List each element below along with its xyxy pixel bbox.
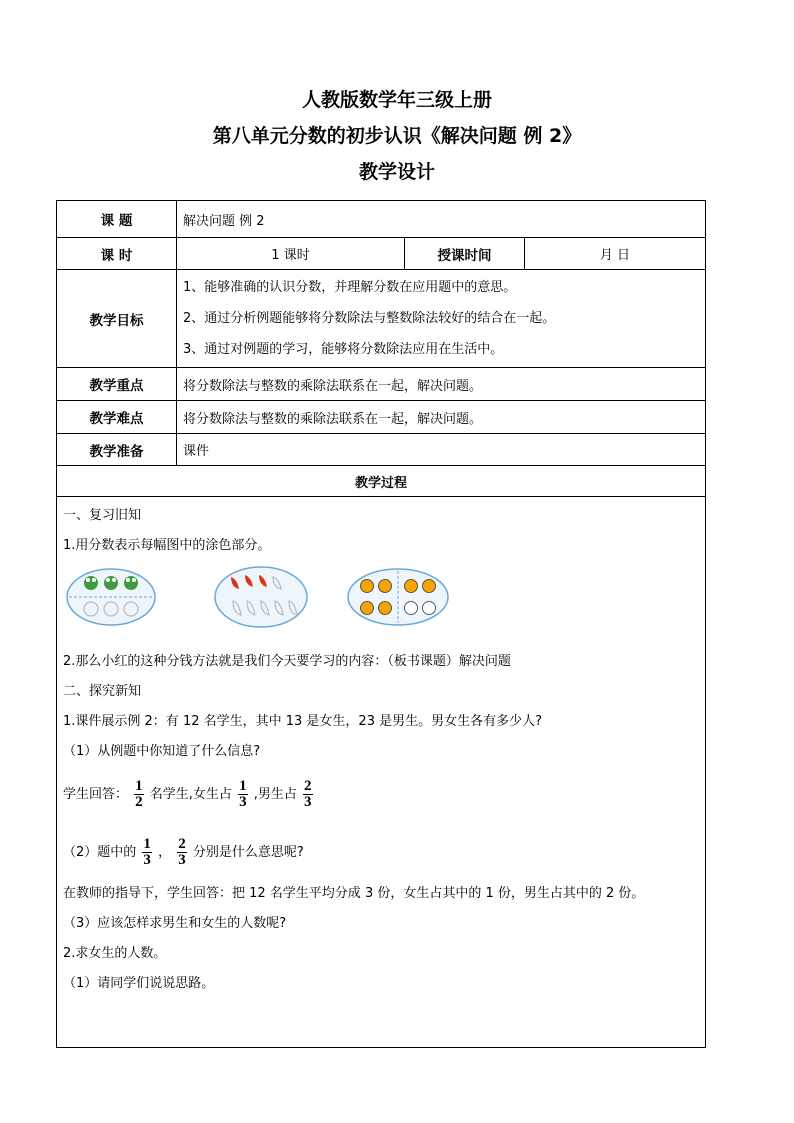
hours-value: 1 课时 — [177, 238, 405, 270]
topic-value: 解决问题 例 2 — [177, 201, 706, 238]
student-answer-1: 学生回答： $\frac{1}{2}$ 名学生,女生占 $\frac{1}{3}$ ,男生占 $\frac{2}{3}$ — [63, 778, 312, 810]
review-question-1: 1.用分数表示每幅图中的涂色部分。 — [63, 538, 271, 553]
row-process-body — [57, 497, 706, 1048]
explore-question-2: 2.求女生的人数。 — [63, 946, 167, 961]
dots-group-icon — [348, 569, 448, 625]
title-line-1: 人教版数学年三级上册 — [301, 89, 492, 111]
title-line-2: 第八单元分数的初步认识《解决问题 例 2》 — [212, 125, 582, 147]
section-review: 一、复习旧知 — [63, 508, 142, 523]
fraction-two-thirds: $\frac{2}{3}$ — [304, 778, 312, 810]
section-explore: 二、探究新知 — [63, 684, 142, 699]
goal-item: 3、通过对例题的学习，能够将分数除法应用在生活中。 — [183, 342, 504, 357]
explore-question-2-1: （1）请同学们说说思路。 — [63, 976, 215, 991]
process-content — [57, 497, 706, 1048]
teacher-guide-answer: 在教师的指导下，学生回答：把 12 名学生平均分成 3 份，女生占其中的 1 份，男生占其中的 2 份。 — [63, 886, 645, 901]
topic-label: 课 题 — [57, 201, 177, 238]
prep-value: 课件 — [177, 434, 706, 466]
review-pictures — [63, 561, 699, 633]
row-topic — [57, 201, 706, 238]
time-value: 月 日 — [525, 238, 706, 270]
difficulty-label: 教学难点 — [57, 401, 177, 434]
explore-question-1: 1.课件展示例 2：有 12 名学生，其中 13 是女生，23 是男生。男女生各有多少人? — [63, 714, 542, 729]
explore-question-1-3: （3）应该怎样求男生和女生的人数呢? — [63, 916, 287, 931]
explore-question-1-2: （2）题中的 $\frac{1}{3}$ ， $\frac{2}{3}$ 分别是什么意思呢? — [63, 836, 304, 868]
title-line-3: 教学设计 — [358, 161, 435, 183]
fraction-one-third: $\frac{1}{3}$ — [239, 778, 247, 810]
document-titles — [0, 82, 794, 190]
fraction-half: $\frac{1}{2}$ — [135, 778, 143, 810]
goals-list — [177, 270, 706, 368]
hours-label: 课 时 — [57, 238, 177, 270]
frog-group-icon — [67, 569, 155, 625]
key-label: 教学重点 — [57, 368, 177, 401]
goal-item: 2、通过分析例题能够将分数除法与整数除法较好的结合在一起。 — [183, 311, 556, 326]
row-key — [57, 368, 706, 401]
prep-label: 教学准备 — [57, 434, 177, 466]
review-question-2: 2.那么小红的这种分钱方法就是我们今天要学习的内容：（板书课题）解决问题 — [63, 654, 511, 669]
review-pictures-svg — [63, 561, 463, 633]
row-process-header — [57, 466, 706, 497]
difficulty-value: 将分数除法与整数的乘除法联系在一起，解决问题。 — [177, 401, 706, 434]
row-prep — [57, 434, 706, 466]
row-hours — [57, 238, 706, 270]
goals-label: 教学目标 — [57, 270, 177, 368]
goal-item: 1、能够准确的认识分数，并理解分数在应用题中的意思。 — [183, 280, 517, 295]
row-difficulty — [57, 401, 706, 434]
process-label: 教学过程 — [57, 466, 706, 497]
lesson-plan-table — [56, 200, 706, 1048]
row-goals — [57, 270, 706, 368]
pepper-group-icon — [215, 567, 307, 627]
fraction-one-third: $\frac{1}{3}$ — [143, 836, 151, 868]
explore-question-1-1: （1）从例题中你知道了什么信息? — [63, 744, 261, 759]
fraction-two-thirds: $\frac{2}{3}$ — [178, 836, 186, 868]
key-value: 将分数除法与整数的乘除法联系在一起，解决问题。 — [177, 368, 706, 401]
time-label: 授课时间 — [405, 238, 525, 270]
